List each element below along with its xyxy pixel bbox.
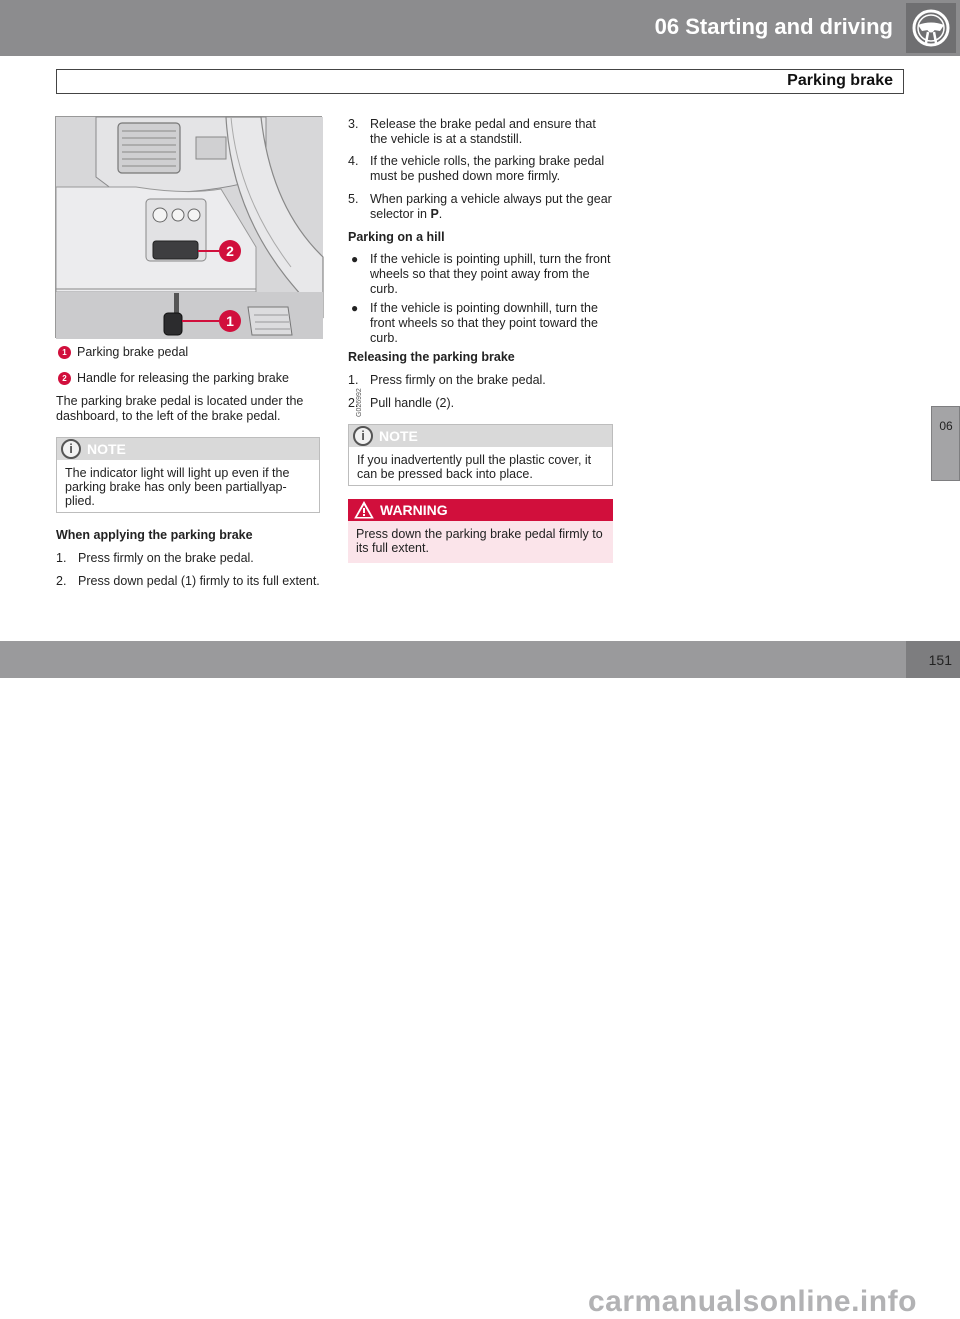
info-icon: i xyxy=(61,439,81,459)
legend-text: Handle for releasing the parking brake xyxy=(77,371,289,385)
section-title: Parking brake xyxy=(787,72,893,89)
applying-heading: When applying the parking brake xyxy=(56,528,253,542)
list-number: 1. xyxy=(56,551,67,565)
list-number: 3. xyxy=(348,117,359,131)
chapter-tab-label: 06 xyxy=(939,419,953,433)
figure-code: G026992 xyxy=(356,388,363,417)
warning-header xyxy=(348,499,613,521)
page-number-box xyxy=(906,641,960,678)
chapter-logo xyxy=(906,3,956,53)
list-item xyxy=(370,192,615,222)
releasing-heading: Releasing the parking brake xyxy=(348,350,515,364)
list-item: Press firmly on the brake pedal. xyxy=(370,373,546,387)
legend-badge: 1 xyxy=(58,346,71,359)
list-item: If the vehicle rolls, the parking brake pedal must be pushed down more firmly. xyxy=(370,154,605,183)
hill-heading: Parking on a hill xyxy=(348,230,445,244)
list-item-text: When parking a vehicle always put the gear selector in xyxy=(370,192,612,221)
chapter-header xyxy=(0,0,960,56)
list-item: Press firmly on the brake pedal. xyxy=(78,551,254,565)
list-item: Pull handle (2). xyxy=(370,396,455,410)
note-title: NOTE xyxy=(87,441,126,457)
list-item: If the vehicle is pointing downhill, turn the front wheels so that they point toward the curb. xyxy=(370,301,598,345)
note-box xyxy=(56,437,320,513)
warning-title: WARNING xyxy=(380,502,448,518)
callout-1-label: 1 xyxy=(226,313,234,329)
section-title-box xyxy=(56,69,904,94)
gear-position: P xyxy=(430,207,439,221)
legend-badge: 2 xyxy=(58,372,71,385)
footer xyxy=(0,641,960,1318)
list-item: Release the brake pedal and ensure that the vehicle is at a standstill. xyxy=(370,117,596,146)
note-text: The indicator light will light up even if the parking brake has only been partiallyap-plied. xyxy=(65,466,290,508)
warning-triangle-icon xyxy=(354,501,374,519)
warning-text: Press down the parking brake pedal firmly to its full extent. xyxy=(356,527,603,555)
watermark: carmanualsonline.info xyxy=(588,1285,917,1318)
list-item-text: . xyxy=(438,207,443,221)
list-number: 2. xyxy=(56,574,67,588)
legend-item-2 xyxy=(58,371,289,385)
bullet-icon: ● xyxy=(351,252,359,266)
legend-text: Parking brake pedal xyxy=(77,345,189,359)
list-number: 1. xyxy=(348,373,359,387)
list-number: 5. xyxy=(348,192,359,206)
note-text: If you inadvertently pull the plastic cover, it can be pressed back into place. xyxy=(357,453,592,481)
warning-box xyxy=(348,499,613,563)
chapter-tab[interactable] xyxy=(931,406,960,481)
dashboard-illustration xyxy=(56,117,323,339)
list-item: Press down pedal (1) firmly to its full extent. xyxy=(78,574,320,588)
list-number: 4. xyxy=(348,154,359,168)
note-title: NOTE xyxy=(379,428,418,444)
note-box xyxy=(348,424,613,486)
page-number: 151 xyxy=(928,652,952,668)
note-header xyxy=(57,438,319,460)
chapter-title: 06 Starting and driving xyxy=(654,14,893,39)
note-header xyxy=(349,425,612,447)
list-item: If the vehicle is pointing uphill, turn the front wheels so that they point away from the curb. xyxy=(370,252,611,296)
steering-wheel-icon xyxy=(906,3,956,53)
bullet-icon: ● xyxy=(351,301,359,315)
info-icon: i xyxy=(353,426,373,446)
list-number: 2. xyxy=(348,396,359,410)
intro-paragraph: The parking brake pedal is located under the dashboard, to the left of the brake pedal. xyxy=(56,394,304,423)
callout-2-label: 2 xyxy=(226,243,234,259)
legend-item-1 xyxy=(58,345,188,359)
